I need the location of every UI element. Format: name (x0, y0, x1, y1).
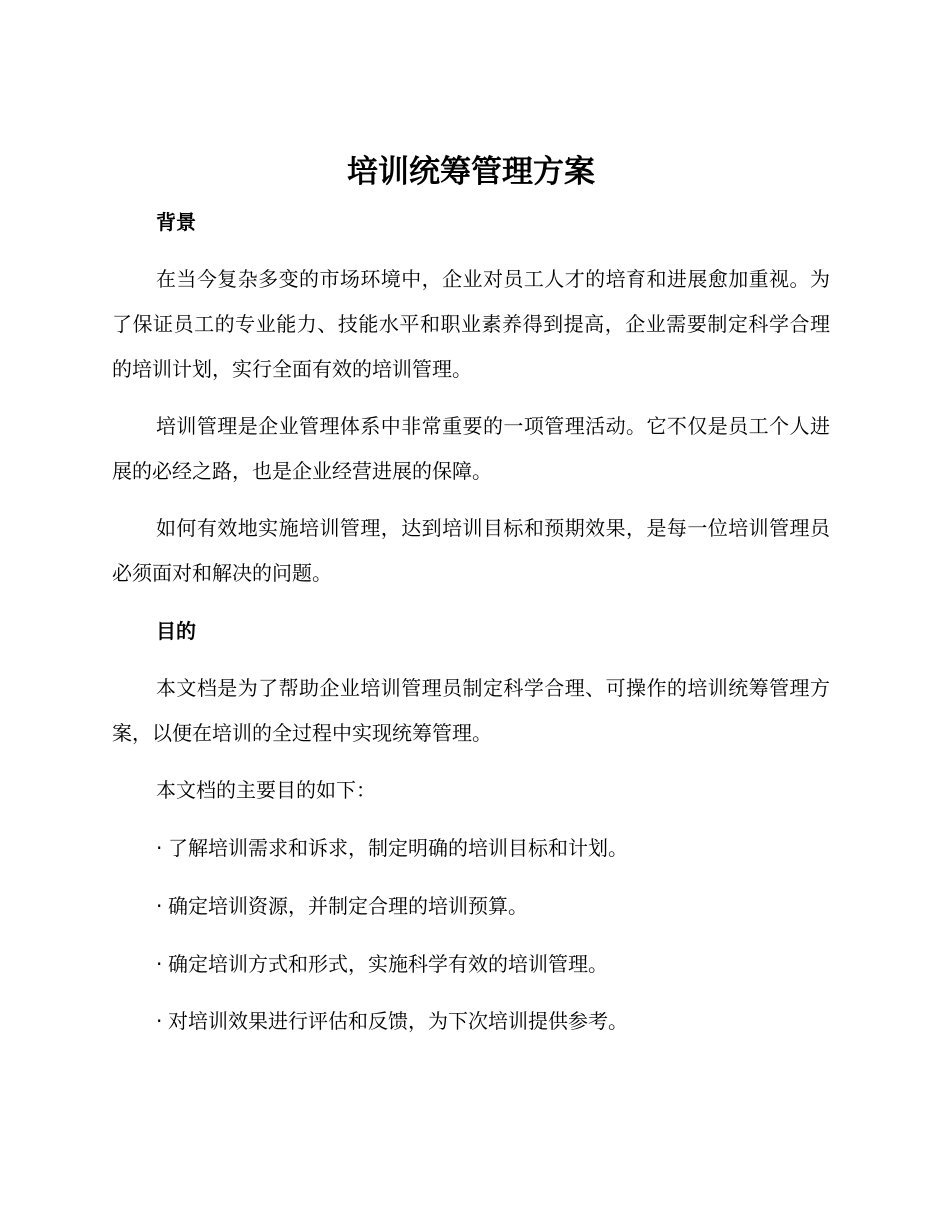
list-item (156, 950, 830, 978)
bullet-icon: · (156, 952, 163, 976)
list-item (156, 1007, 830, 1035)
paragraph: 培训管理是企业管理体系中非常重要的一项管理活动。它不仅是员工个人进展的必经之路，也是企业经营进展的保障。 (112, 414, 830, 483)
document-title: 培训统筹管理方案 (347, 154, 595, 190)
bullet-icon: · (156, 836, 163, 860)
bullet-icon: · (156, 1009, 163, 1033)
list-item-text: 确定培训方式和形式，实施科学有效的培训管理。 (168, 952, 608, 976)
section-heading-purpose: 目的 (156, 619, 196, 643)
list-item-text: 对培训效果进行评估和反馈，为下次培训提供参考。 (168, 1009, 628, 1033)
list-item (156, 834, 830, 862)
paragraph: 本文档的主要目的如下： (156, 778, 376, 802)
section-heading-background: 背景 (156, 210, 196, 234)
paragraph: 本文档是为了帮助企业培训管理员制定科学合理、可操作的培训统筹管理方案，以便在培训的全过程中实现统筹管理。 (112, 676, 830, 745)
list-item-text: 了解培训需求和诉求，制定明确的培训目标和计划。 (168, 836, 628, 860)
bullet-icon: · (156, 894, 163, 918)
paragraph: 如何有效地实施培训管理，达到培训目标和预期效果，是每一位培训管理员必须面对和解决的问题。 (112, 516, 830, 585)
list-item (156, 892, 830, 920)
list-item-text: 确定培训资源，并制定合理的培训预算。 (168, 894, 528, 918)
paragraph: 在当今复杂多变的市场环境中，企业对员工人才的培育和进展愈加重视。为了保证员工的专业能力、技能水平和职业素养得到提高，企业需要制定科学合理的培训计划，实行全面有效的培训管理。 (112, 267, 830, 381)
